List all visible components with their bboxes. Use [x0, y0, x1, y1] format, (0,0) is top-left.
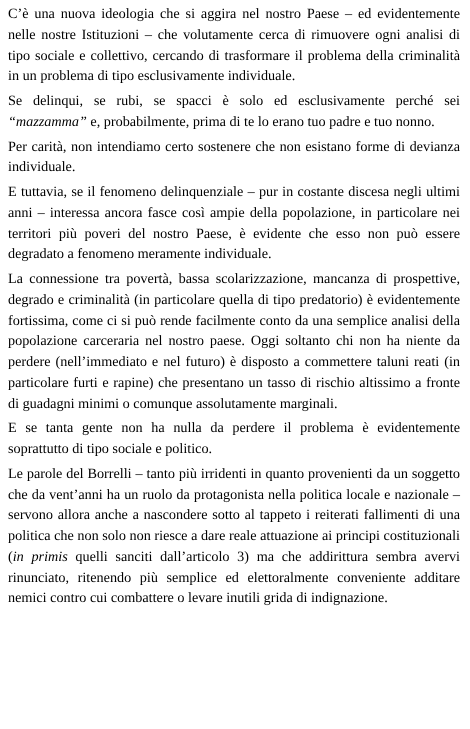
- paragraph-text: E tuttavia, se il fenomeno delinquenziale – pur in costante discesa negli ultimi anni – interessa ancora fasce così ampie della popolazione, in particolare nei territori più poveri del nostro Paese, è evidente che esso non può essere degradato a fenomeno meramente individuale.: [8, 184, 460, 263]
- paragraph-text: Per carità, non intendiamo certo sostenere che non esistano forme di devianza individuale.: [8, 138, 460, 176]
- paragraph-5: [8, 269, 460, 414]
- paragraph-6: [8, 418, 460, 460]
- paragraph-text: C’è una nuova ideologia che si aggira nel nostro Paese – ed evidentemente nelle nostre Istituzioni – che volutamente cerca di rimuovere ogni analisi di tipo sociale e collettivo, cercando di trasformare il problema della criminalità in un problema di tipo esclusivamente individuale.: [8, 6, 460, 85]
- paragraph-text: quelli sanciti dall’articolo 3) ma che addirittura sembra avervi rinunciato, ritenendo più semplice ed elettoralmente conveniente additare nemici contro cui combattere o levare inutili grida di indignazione.: [8, 548, 460, 607]
- paragraph-text: E se tanta gente non ha nulla da perdere il problema è evidentemente soprattutto di tipo sociale e politico.: [8, 420, 460, 457]
- paragraph-1: [8, 4, 460, 87]
- italic-term: in primis: [12, 548, 68, 565]
- paragraph-3: [8, 137, 460, 179]
- paragraph-7: [8, 464, 460, 609]
- paragraph-text: Se delinqui, se rubi, se spacci è solo ed esclusivamente perché sei: [8, 93, 460, 109]
- italic-term: “mazzamma”: [8, 113, 87, 130]
- paragraph-2: [8, 91, 460, 133]
- paragraph-4: [8, 182, 460, 265]
- paragraph-text: Le parole del Borrelli – tanto più irridenti in quanto provenienti da un soggetto che da vent’anni ha un ruolo da protagonista nella politica locale e nazionale – servono allora anche a nascondere sotto al tappeto i reiterati fallimenti di una politica che non solo non riesce a dare reale attuazione ai principi costituzionali (: [8, 465, 460, 565]
- document-page: [8, 4, 460, 609]
- paragraph-text: La connessione tra povertà, bassa scolarizzazione, mancanza di prospettive, degrado e criminalità (in particolare quella di tipo predatorio) è evidentemente fortissima, come ci si può rende facilmente conto da una semplice analisi della popolazione carceraria nel nostro paese. Oggi soltanto chi non ha niente da perdere (nell’immediato e nel futuro) è disposto a commettere taluni reati (in particolare furti e rapine) che presentano un tasso di rischio altissimo a fronte di guadagni minimi o comunque assolutamente marginali.: [8, 271, 460, 412]
- paragraph-text: e, probabilmente, prima di te lo erano tuo padre e tuo nonno.: [86, 113, 435, 130]
